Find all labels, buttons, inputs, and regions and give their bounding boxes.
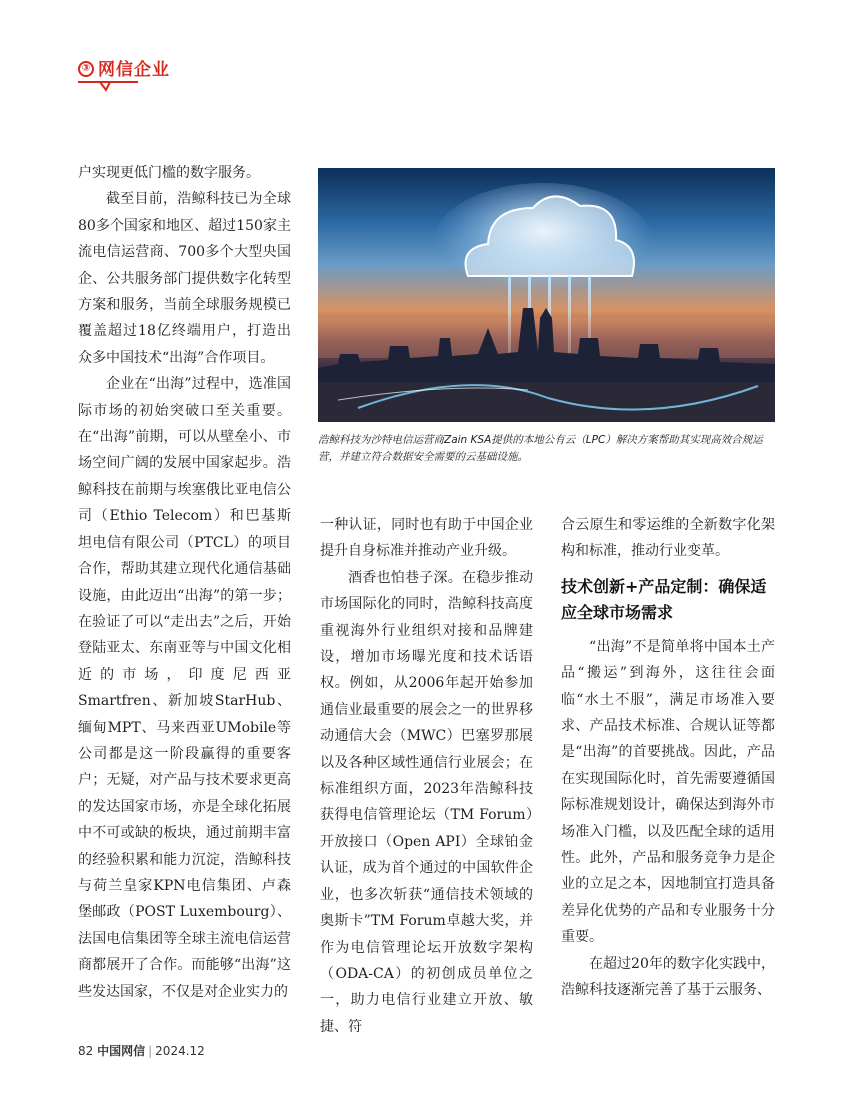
paragraph: 酒香也怕巷子深。在稳步推动市场国际化的同时，浩鲸科技高度重视海外行业组织对接和品牌建设，增加市场曝光度和技术话语权。例如，从2006年起开始参加通信业最重要的展会之一的世界移动通信大会（MWC）巴塞罗那展以及各种区域性通信行业展会；在标准组织方面，2023年浩鲸科技获得电信管理论坛（TM Forum）开放接口（Open API）全球铂金认证，成为首个通过的中国软件企业，也多次斩获“通信技术领域的奥斯卡”TM Forum卓越大奖，并作为电信管理论坛开放数字架构（ODA-CA）的初创成员单位之一，助力电信行业建立开放、敏捷、符 [320,569,533,1035]
paragraph: “出海”不是简单将中国本土产品“搬运”到海外，这往往会面临“水土不服”，满足市场准入要求、产品技术标准、合规认证等都是“出海”的首要挑战。因此，产品在实现国际化时，首先需要遵循国际标准规划设计，确保达到海外市场准入门槛，以及匹配全球的适用性。此外，产品和服务竞争力是企业的立足之本，因地制宜打造具备差异化优势的产品和专业服务十分重要。 [561,638,775,946]
paragraph: 在超过20年的数字化实践中，浩鲸科技逐渐完善了基于云服务、 [561,955,775,999]
section-heading: 技术创新+产品定制：确保适应全球市场需求 [561,576,767,622]
cloud-city-photo [318,168,775,422]
footer-divider: | [148,1044,153,1058]
text-column-3 [561,512,775,1004]
speech-bubble-underline-icon [78,76,148,96]
section-header [78,58,228,98]
photo-caption: 浩鲸科技为沙特电信运营商Zain KSA提供的本地公有云（LPC）解决方案帮助其实现高效合规运营，并建立符合数据安全需要的云基础设施。 [318,434,763,463]
paragraph: 截至目前，浩鲸科技已为全球80多个国家和地区、超过150家主流电信运营商、700多个大型央国企、公共服务部门提供数字化转型方案和服务，当前全球服务规模已覆盖超过18亿终端用户，打造出众多中国技术“出海”合作项目。 [78,191,291,366]
paragraph: 户实现更低门槛的数字服务。 [78,165,260,181]
text-column-2 [320,512,533,1040]
cloud-over-city-illustration [318,168,775,422]
paragraph: 一种认证，同时也有助于中国企业提升自身标准并推动产业升级。 [320,517,533,560]
paragraph: 合云原生和零运维的全新数字化架构和标准，推动行业变革。 [561,517,775,560]
magazine-name: 中国网信 [97,1044,146,1058]
page-footer [78,1043,205,1059]
section-title: 网信企业 [98,60,170,80]
text-column-1 [78,160,291,1005]
issue-date: 2024.12 [155,1044,205,1058]
section-badge-icon: ③ [78,61,94,77]
page-number: 82 [78,1044,94,1058]
paragraph: 企业在“出海”过程中，选准国际市场的初始突破口至关重要。在“出海”前期，可以从壁垒小、市场空间广阔的发展中国家起步。浩鲸科技在前期与埃塞俄比亚电信公司（Ethio Telecom）和巴基斯坦电信有限公司（PTCL）的项目合作，帮助其建立现代化通信基础设施，由此迈出“出海”的第一步；在验证了可以“走出去”之后，开始登陆亚太、东南亚等与中国文化相近的市场，印度尼西亚Smartfren、新加坡StarHub、缅甸MPT、马来西亚UMobile等公司都是这一阶段赢得的重要客户；无疑，对产品与技术要求更高的发达国家市场，亦是全球化拓展中不可或缺的板块，通过前期丰富的经验积累和能力沉淀，浩鲸科技与荷兰皇家KPN电信集团、卢森堡邮政（POST Luxembourg）、法国电信集团等全球主流电信运营商都展开了合作。而能够“出海”这些发达国家，不仅是对企业实力的 [78,376,291,1000]
